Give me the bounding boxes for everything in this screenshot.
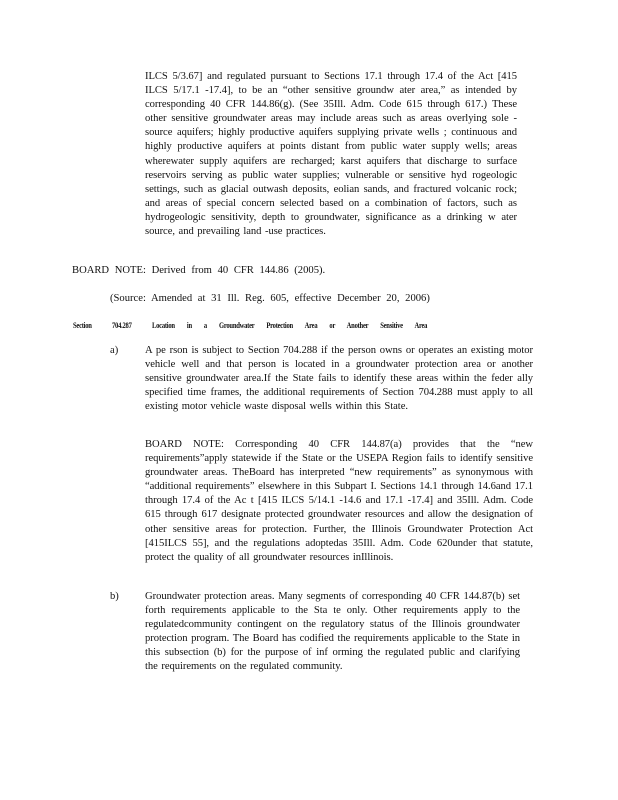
section-title: Location in a Groundwater Protection Area or Another Sensitive Area bbox=[152, 321, 428, 330]
subsection-b-text: Groundwater protection areas. Many segments of corresponding 40 CFR 144.87(b) set forth requirements applicable to the Sta te only. Other requirements apply to the regulatedcommunity contingent on the regulatory status of the Illinois groundwater protection program. The Board has codified the requirements applicable to the State in this subsection (b) for the purpose of inf orming the regulated public and clarifying the requirements on the regulated community. bbox=[145, 591, 520, 673]
section-word: Section bbox=[73, 321, 92, 330]
subsection-b-label: b) bbox=[110, 591, 119, 602]
subsection-a-board-note: BOARD NOTE: Corresponding 40 CFR 144.87(a) provides that the “new requirements”apply statewide if the State or the USEPA Region fails to identify sensitive groundwater areas. TheBoard has interpreted “new requirements” as synonymous with “additional requirements” elsewhere in this Subpart I. Sections 14.1 through 14.6and 17.1 through 17.4 of the Ac t [415 ILCS 5/14.1 -14.6 and 17.1 -17.4] and 35Ill. Adm. Code 615 through 617 designate protected groundwater resources and allow the designation of other sensitive areas for protection. Further, the Illinois Groundwater Protection Act [415ILCS 55], and the regulations adoptedas 35Ill. Adm. Code 620under that statute, protect the quality of all groundwater resources inIllinois. bbox=[145, 439, 533, 563]
subsection-a-text: A pe rson is subject to Section 704.288 if the person owns or operates an existing motor vehicle well and that person is located in a groundwater protection area or another sensitive groundwater area.If the State fails to identify these areas within the feder ally specified time frames, the additional requirements of Section 704.288 must apply to all existing motor vehicle waste disposal wells within this State. bbox=[145, 345, 533, 413]
source-note: (Source: Amended at 31 Ill. Reg. 605, effective December 20, 2006) bbox=[110, 293, 430, 304]
section-number: 704.287 bbox=[112, 321, 132, 330]
subsection-a-label: a) bbox=[110, 345, 119, 356]
continuation-paragraph: ILCS 5/3.67] and regulated pursuant to Sections 17.1 through 17.4 of the Act [415 ILCS 5/17.1 -17.4], to be an “other sensitive groundw ater area,” as intended by corresponding 40 CFR 144.86(g). (See 35Ill. Adm. Code 615 through 617.) These other sensitive groundwater areas may include areas such as areas overlying sole -source aquifers; highly productive aquifers supplying private wells ; continuous and highly productive aquifers at points distant from public water supply wells; areas wherewater supply aquifers are recharged; karst aquifers that discharge to surface reservoirs serving as public water supplies; vulnerable or sensitive hyd rogeologic settings, such as glacial outwash deposits, eolian sands, and fractured volcanic rock; and areas of special concern selected based on a combination of factors, such as hydrogeologic sensitivity, depth to groundwater, significance as a drinking w ater source, and prevailing land -use practices. bbox=[145, 71, 517, 238]
board-note-derived: BOARD NOTE: Derived from 40 CFR 144.86 (2005). bbox=[72, 265, 326, 276]
